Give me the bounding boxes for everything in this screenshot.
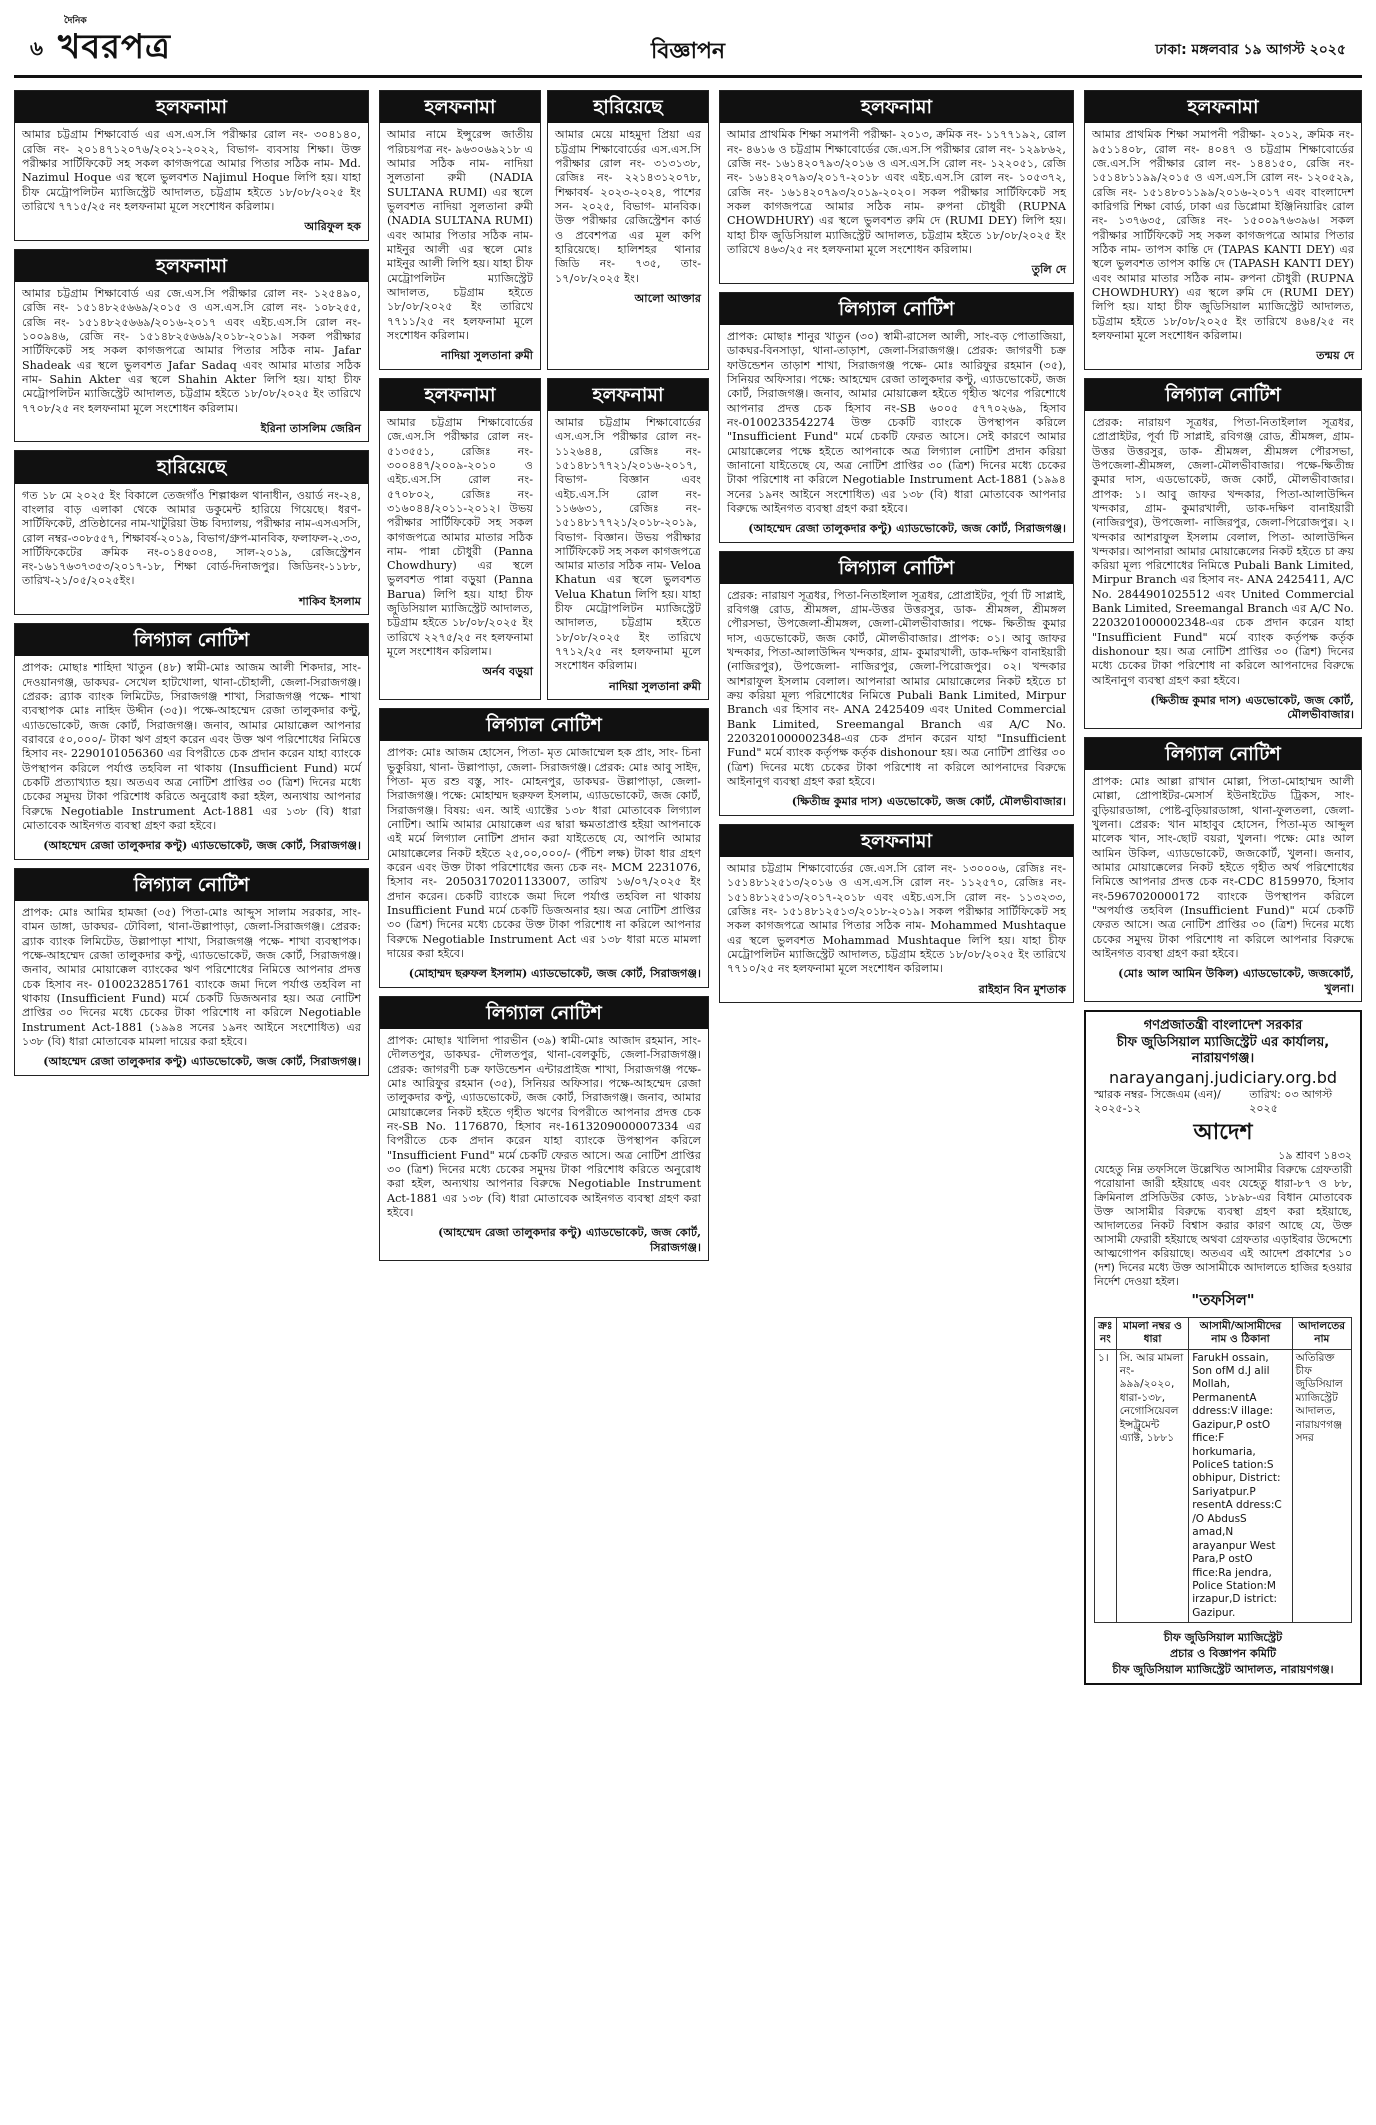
notice-pair xyxy=(379,90,709,370)
th-accused: আসামী/আসামীদের নাম ও ঠিকানা xyxy=(1189,1317,1292,1349)
logo-text: খবরপত্র xyxy=(58,27,172,67)
td-accused: FarukH ossain, Son ofM d.J alil Mollah, PermanentA ddress:V illage: Gazipur,P ostO ffice:F horkumaria, PoliceS tation:S obhipur, District: Sariyatpur.P resentA ddress:C /O AbdusS amad,N arayanpur West Para,P ostO ffice:Ra jendra, Police Station:M irzapur,D istrict: Gazipur. xyxy=(1189,1349,1292,1623)
notice-body: আমার নামে ইন্সুরেন্স জাতীয় পরিচয়পত্র নং- ৯৬৩০৬৯২১৮ এ আমার সঠিক নাম- নাদিয়া সুলতানা রুমী (NADIA SULTANA RUMI) এর স্থলে ভুলবশত নাদিয়া সুলতানা রুমী (NADIA SULTANA RUMI) এবং আমার পিতার সঠিক নাম- মাইনুর আলী এর স্থলে মোঃ মাইনুর আলী লিপি হয়। যাহা চীফ মেট্রোপলিটন ম্যাজিস্ট্রেট আদালত, চট্টগ্রাম হইতে ১৮/০৮/২০২৫ ইং তারিখে ৭৭১১/২৫ নং হলফনামা মূলে সংশোধন করিলাম। xyxy=(387,128,533,342)
notice-ad xyxy=(14,90,369,241)
notice-title: হলফনামা xyxy=(15,91,368,123)
notice-ad xyxy=(379,996,709,1261)
court-order-title: আদেশ xyxy=(1193,1119,1253,1145)
logo-tagline: দৈনিক xyxy=(64,16,87,26)
notice-title: হারিয়েছে xyxy=(15,451,368,483)
notice-signature: (আহম্মেদ রেজা তালুকদার কণ্টু) এ্যাডভোকেট, জজ কোর্ট, সিরাজগঞ্জ। xyxy=(438,1225,701,1254)
notice-ad xyxy=(379,708,709,988)
notice-title: লিগ্যাল নোটিশ xyxy=(380,709,708,741)
notice-body: আমার চট্টগ্রাম শিক্ষাবোর্ড এর জে.এস.সি পরীক্ষার রোল নং- ১২৫৪৯০, রেজি নং- ১৫১৪৮২৫৬৬৯/২০১৫ ও এস.এস.সি রোল নং- ১০৮২৫৫, রেজি নং- ১৫১৪৮২৫৬৬৯/২০১৬-২০১৭ এবং এইচ.এস.সি রোল নং- ১০০৯৪৬, রেজি নং- ১৫১৪৮২৫৬৬৯/২০১৮-২০১৯। সকল পরীক্ষার সার্টিফিকেট সহ সকল কাগজপত্রে আমার পিতার সঠিক নাম- Jafar Shadeak এর স্থলে ভুলবশত Jafar Sadaq এবং আমার মাতার সঠিক নাম- Sahin Akter এর স্থলে Shahin Akter লিপি হয়। যাহা চীফ মেট্রোপলিটন ম্যাজিস্ট্রেট আদালত, চট্টগ্রাম হইতে ১৮/০৮/২০২৫ ইং তারিখে ৭৭০৮/২৫ নং হলফনামা মূলে সংশোধন করিলাম। xyxy=(22,286,361,415)
notice-signature: অর্নব বড়ুয়া xyxy=(482,664,533,679)
notice-body: আমার প্রাথমিক শিক্ষা সমাপনী পরীক্ষা- ২০১৩, ক্রমিক নং- ১১৭৭১৯২, রোল নং- ৪৬১৬ ও চট্টগ্রাম শিক্ষাবোর্ডের জে.এস.সি পরীক্ষার রোল নং- ১২৯৮৬২, রেজি নং- ১৬১৪২০৭৯৩/২০১৬ ও এস.এস.সি রোল নং- ১২২০৫১, রেজি নং- ১৬১৪২০৭৯৩/২০১৭-২০১৮ এবং এইচ.এস.সি রোল নং- ১০৫৩৭২, রেজি নং- ১৬১৪২০৭৯৩/২০১৯-২০২০। সকল পরীক্ষার সার্টিফিকেট সহ সকল কাগজপত্রে আমার সঠিক নাম- রুপনা চৌধুরী (RUPNA CHOWDHURY) এর স্থলে ভুলবশত রুমি দে (RUMI DEY) লিপি হয়। যাহা চীফ জুডিসিয়াল ম্যাজিস্ট্রেট আদালত, চট্টগ্রাম হইতে ১৮/০৮/২০২৫ ইং তারিখে ৪৬৩/২৫ নং হলফনামা মূলে সংশোধন করিলাম। xyxy=(727,128,1066,256)
notice-ad xyxy=(547,90,709,370)
notice-body: প্রেরক: নারায়ণ সূত্রধর, পিতা-নিতাইলাল সূত্রধর, প্রোপ্রাইটর, পূর্বা টি সাপ্লাই, রবিগঞ্জ রোড, শ্রীমঙ্গল, গ্রাম-উত্তর উত্তরসুর, ডাক- শ্রীমঙ্গল, শ্রীমঙ্গল পৌরসভা, উপজেলা-শ্রীমঙ্গল, জেলা-মৌলভীবাজার। পক্ষে- ক্ষিতীন্দ্র কুমার দাস, এডভোকেট, জজ কোর্ট, মৌলভীবাজার। প্রাপক: ০১। আবু জাফর খন্দকার, পিতা-আলাউদ্দিন খন্দকার, গ্রাম- কুমারখালী, ডাক-দক্ষিণ বানাইয়ারী (নাজিরপুর), উপজেলা- নাজিরপুর, জেলা-পিরোজপুর। ০২। খন্দকার আশরাফুল ইসলাম বেলাল। আপনারা আমার মোয়াক্কেলের নিকট হইতে চা ক্রয় করিয়া মূল্য পরিশোধের নিমিত্তে Pubali Bank Limited, Mirpur Branch এর হিসাব নং- ANA 2425409 এবং United Commercial Bank Limited, Sreemangal Branch এর A/C No. 2203201000002348-এর চেক প্রদান করেন যাহা "Insufficient Fund" মর্মে ব্যাংক কর্তৃপক্ষ কর্তৃক dishonour হয়। অত্র নোটিশ প্রাপ্তির ৩০ (ত্রিশ) দিনের মধ্যে চেকের টাকা পরিশোধ না করিলে আপনাদের বিরুদ্ধে আইনানুগ ব্যবস্থা গ্রহণ করা হইবে। xyxy=(727,588,1066,789)
notice-title: লিগ্যাল নোটিশ xyxy=(720,552,1073,584)
court-footer-2: প্রচার ও বিজ্ঞাপন কমিটি xyxy=(1169,1647,1277,1661)
notice-title: হলফনামা xyxy=(15,250,368,282)
court-date: তারিখ: ০৩ আগস্ট ২০২৫ xyxy=(1249,1088,1333,1116)
court-table-row xyxy=(1095,1349,1352,1623)
court-footer-1: চীফ জুডিসিয়াল ম্যাজিস্ট্রেট xyxy=(1163,1631,1283,1645)
td-case: সি. আর মামলা নং- ৯৯৯/২০২০, ধারা-১৩৮, নেগোসিয়েবল ইন্সট্রুমেন্ট এ্যাক্ট, ১৮৮১ xyxy=(1116,1349,1189,1623)
court-footer-3: চীফ জুডিসিয়াল ম্যাজিস্ট্রেট আদালত, নারায়ণগঞ্জ। xyxy=(1112,1663,1334,1677)
notice-body: প্রাপক: মোছাঃ খালিদা পারভীন (৩৯) স্বামী-মোঃ আজাদ রহমান, সাং-দৌলতপুর, ডাকঘর- দৌলতপুর, থানা-বেলকুচি, জেলা-সিরাজগঞ্জ। প্রেরক: জাগরণী চক্র ফাউন্ডেশন এন্টারপ্রাইজ শাখা, সিরাজগঞ্জ পক্ষে- মোঃ আরিফুর রহমান (৩৫), সিনিয়র অফিসার। পক্ষে-আহম্মেদ রেজা তালুকদার কণ্টু, এ্যাডভোকেট, জজ কোর্ট, সিরাজগঞ্জ। জনাব, আমার মোয়াক্কেলের নিকট হইতে গৃহীত ঋণের বিপরীতে আপনার প্রদত্ত চেক নং-SB No. 1176870, হিসাব নং-1613209000007334 এর বিপরীতে চেক প্রদান করেন যাহা ব্যাংকে উপস্থাপন করিলে "Insufficient Fund" মর্মে চেকটি ফেরত আসে। অত্র নোটিশ প্রাপ্তির ৩০ (ত্রিশ) দিনের মধ্যে চেকের সমুদয় টাকা পরিশোধ করিতে অনুরোধ করা হইল, অন্যথায় আপনার বিরুদ্ধে Negotiable Instrument Act-1881 এর ১৩৮ (বি) ধারা মোতাবেক আইনগত ব্যবস্থা গ্রহণ করা হইবে। xyxy=(387,1033,701,1219)
notice-ad xyxy=(1084,378,1362,729)
notice-signature: নাদিয়া সুলতানা রুমী xyxy=(441,348,533,363)
court-table-header xyxy=(1095,1317,1352,1349)
notice-signature: শাকিব ইসলাম xyxy=(298,593,361,608)
notice-signature: (মোহাম্মদ ছরুফল ইসলাম) এ্যাডভোকেট, জজ কোর্ট, সিরাজগঞ্জ। xyxy=(408,966,701,981)
notice-ad xyxy=(379,90,541,370)
notice-ad xyxy=(379,378,541,701)
notice-ad xyxy=(547,378,709,701)
notice-body: প্রেরক: নারায়ণ সূত্রধর, পিতা-নিতাইলাল সূত্রধর, প্রোপ্রাইটর, পূর্বা টি সাপ্লাই, রবিগঞ্জ রোড, শ্রীমঙ্গল, গ্রাম-উত্তর উত্তরসুর, ডাক- শ্রীমঙ্গল, শ্রীমঙ্গল পৌরসভা, উপজেলা-শ্রীমঙ্গল, জেলা-মৌলভীবাজার। পক্ষে-ক্ষিতীন্দ্র কুমার দাস, এডভোকেট, জজ কোর্ট, মৌলভীবাজার। প্রাপক: ১। আবু জাফর খন্দকার, পিতা-আলাউদ্দিন খন্দকার, গ্রাম- কুমারখালী, ডাক-দক্ষিণ বানাইয়ারী (নাজিরপুর), উপজেলা- নাজিরপুর, জেলা-পিরোজপুর। ২। খন্দকার আশরাফুল ইসলাম বেলাল, পিতা- আলাউদ্দিন খন্দকার। আপনারা আমার মোয়াক্কেলের নিকট হইতে চা ক্রয় করিয়া মূল্য পরিশোধের নিমিত্তে Pubali Bank Limited, Mirpur Branch এর হিসাব নং- ANA 2425411, A/C No. 2844901025512 এবং United Commercial Bank Limited, Sreemangal Branch এর A/C No. 2203201000002348-এর চেক প্রদান করেন যাহা "Insufficient Fund" মর্মে ব্যাংক কর্তৃপক্ষ কর্তৃক dishonour হয়। অত্র নোটিশ প্রাপ্তির ৩০ (ত্রিশ) দিনের মধ্যে চেকের টাকা পরিশোধ না করিলে আপনাদের বিরুদ্ধে আইনানুগ ব্যবস্থা গ্রহণ করা হইবে। xyxy=(1092,415,1354,687)
notice-ad xyxy=(14,450,369,615)
notice-title: লিগ্যাল নোটিশ xyxy=(1085,738,1361,770)
notice-signature: তুলি দে xyxy=(1031,262,1066,277)
notice-title: লিগ্যাল নোটিশ xyxy=(15,869,368,901)
notice-title: লিগ্যাল নোটিশ xyxy=(720,293,1073,325)
notice-signature: (আহম্মেদ রেজা তালুকদার কণ্টু) এ্যাডভোকেট, জজ কোর্ট, সিরাজগঞ্জ। xyxy=(43,838,361,853)
notice-title: হলফনামা xyxy=(548,379,708,411)
ad-columns xyxy=(14,90,1362,1685)
notice-title: হলফনামা xyxy=(380,379,540,411)
notice-title: হলফনামা xyxy=(380,91,540,123)
court-memo: স্মারক নম্বর- সিজেএম (এন)/২০২৫-১২ xyxy=(1094,1088,1221,1116)
notice-ad xyxy=(14,868,369,1076)
notice-ad xyxy=(14,623,369,860)
notice-signature: ইরিনা তাসলিম জেরিন xyxy=(260,420,361,435)
column-3 xyxy=(719,90,1074,1685)
notice-body: আমার প্রাথমিক শিক্ষা সমাপনী পরীক্ষা- ২০১২, ক্রমিক নং- ৯৫১১৪০৮, রোল নং- ৪০৪৭ ও চট্টগ্রাম শিক্ষাবোর্ডের জে.এস.সি পরীক্ষার রোল নং- ১৪৪১৫০, রেজি নং- ১৫১৪৮১১৯৯/২০১৫ ও এস.এস.সি রোল নং- ১২০৫২৯, রেজি নং- ১৫১৪৮০১১৯৯/২০১৬-২০১৭ এবং বাংলাদেশ কারিগরি শিক্ষা বোর্ড, ঢাকা এর ডিপ্লোমা ইঞ্জিনিয়ারিং রোল নং- ১৩৭৬৩৫, রেজিঃ নং- ১৫০০৯৭৬৩৯৬। সকল পরীক্ষার সার্টিফিকেট সহ সকল কাগজপত্রে আমার পিতার সঠিক নাম- তাপস কান্তি দে (TAPAS KANTI DEY) এর স্থলে ভুলবশত তাপস কান্তি দে (TAPASH KANTI DEY) এবং আমার মাতার সঠিক নাম- রুপনা চৌধুরী (RUPNA CHOWDHURY) এর স্থলে রুমি দে (RUMI DEY) লিপি হয়। যাহা চীফ জুডিসিয়াল ম্যাজিস্ট্রেট আদালত, চট্টগ্রাম হইতে ১৮/০৮/২০২৫ ইং তারিখে ৪৬৪/২৫ নং হলফনামা মূলে সংশোধন করিলাম। xyxy=(1092,128,1354,342)
notice-pair xyxy=(379,378,709,701)
notice-title: হলফনামা xyxy=(720,825,1073,857)
court-date-bn: ১৯ শ্রাবণ ১৪৩২ xyxy=(1278,1148,1352,1162)
page-number: ৬ xyxy=(30,36,44,60)
notice-signature: (ক্ষিতীন্দ্র কুমার দাস) এডভোকেট, জজ কোর্ট, মৌলভীবাজার। xyxy=(1150,693,1354,722)
notice-title: হলফনামা xyxy=(1085,91,1361,123)
notice-body: প্রাপক: মোছাঃ শানুর খাতুন (৩০) স্বামী-রাসেল আলী, সাং-বড় পোতাজিয়া, ডাকঘর-বিনসাড়া, থানা-তাড়াশ, জেলা-সিরাজগঞ্জ। প্রেরক: জাগরণী চক্র ফাউন্ডেশন তাড়াশ শাখা, সিরাজগঞ্জ পক্ষে- মোঃ আরিফুর রহমান (৩৫), সিনিয়র অফিসার। পক্ষে: আহম্মেদ রেজা তালুকদার কণ্টু, এ্যাডভোকেট, জজ কোর্ট, সিরাজগঞ্জ। জনাব, আমার মোয়াক্কেল হইতে গৃহীত ঋণের পরিশোধে আপনার প্রদত্ত চেক হিসাব নং-SB ৬০০৫ ৫৭৭০২৬৯, হিসাব নং-0100233542274 উক্ত চেকটি ব্যাংকে উপস্থাপন করিলে "Insufficient Fund" মর্মে চেকটি ফেরত আসে। সেই কারণে আমার মোয়াক্কেলের পক্ষে হইতে আপনাকে অত্র লিগ্যাল নোটিশ প্রদান করিয়া জানানো যাইতেছে যে, অত্র নোটিশ প্রাপ্তির ৩০ (ত্রিশ) দিনের মধ্যে চেকের টাকা পরিশোধ না করিলে Negotiable Instrument Act-1881 (১৯৯৪ সনের ১৯নং আইনে সংশোধিত) এর ১৩৮ (বি) ধারা মোতাবেক আপনার বিরুদ্ধে আইনগত ব্যবস্থা গ্রহণ করা হইবে। xyxy=(727,329,1066,515)
notice-ad xyxy=(1084,737,1362,1002)
notice-signature: আরিফুল হক xyxy=(304,219,361,234)
notice-signature: (আহম্মেদ রেজা তালুকদার কণ্টু) এ্যাডভোকেট, জজ কোর্ট, সিরাজগঞ্জ। xyxy=(43,1054,361,1069)
issue-date: ঢাকা: মঙ্গলবার ১৯ আগস্ট ২০২৫ xyxy=(1155,42,1346,58)
notice-body: গত ১৮ মে ২০২৫ ইং বিকালে তেজগাঁও শিল্পাঞ্চল থানাধীন, ওয়ার্ড নং-২৪, বাংলার বাড় এলাকা থেকে আমার ডকুমেন্ট হারিয়ে গিয়েছে। ধরণ-সার্টিফিকেট, প্রতিষ্ঠানের নাম-খাটুরিয়া উচ্চ বিদ্যালয়, পরীক্ষার নাম-এসএসসি, রোল নম্বর-৩০৮৫৫৭, শিক্ষাবর্ষ-২০১৯, বিভাগ/গ্রুপ-মানবিক, ফলাফল-২.৩৩, সার্টিফিকেটের ক্রমিক নং-০১৪৫০৩৪, সাল-২০১৯, রেজিস্ট্রেশন নং-১৬১৭৬৩৭৩৫৩/২০১৭-১৮, শিক্ষা বোর্ড-দিনাজপুর। জিডিনং-১১৮৮, তারিখ-২১/০৫/২০২৫ইং। xyxy=(22,488,361,588)
masthead xyxy=(14,0,1362,78)
notice-title: হলফনামা xyxy=(720,91,1073,123)
td-serial: ১। xyxy=(1095,1349,1117,1623)
notice-signature: (মোঃ আল আমিন উকিল) এ্যাডভোকেট, জজকোর্ট, খুলনা। xyxy=(1118,966,1354,995)
notice-title: লিগ্যাল নোটিশ xyxy=(1085,379,1361,411)
notice-body: প্রাপক: মোঃ আমির হামজা (৩৫) পিতা-মোঃ আব্দুস সালাম সরকার, সাং-বামন ডাঙ্গা, ডাকঘর- ঢৌবিলা, থানা-উল্লাপাড়া, জেলা-সিরাজগঞ্জ। প্রেরক: ব্র্যাক ব্যাংক লিমিটেড, উল্লাপাড়া শাখা, সিরাজগঞ্জ পক্ষে- শাখা ব্যবস্থাপক। পক্ষে-আহম্মেদ রেজা তালুকদার কণ্টু, এ্যাডভোকেট, জজ কোর্ট, সিরাজগঞ্জ। জনাব, আমার মোয়াক্কেল ব্যাংকের ঋণ পরিশোধের নিমিত্তে আপনার প্রদত্ত চেক হিসাব নং- 0100232851761 ব্যাংকে জমা দিলে পর্যাপ্ত তহবিল না থাকায় (Insufficient Fund) মর্মে চেকটি ডিজঅনার হয়। অত্র নোটিশ প্রাপ্তির ৩০ দিনের মধ্যে চেকের টাকা পরিশোধ না করিলে Negotiable Instrument Act-1881 (১৯৯৪ সনের ১৯নং আইনে সংশোধিত) এর ১৩৮ (বি) ধারা মোতাবেক মামলা দায়ের করা হইবে। xyxy=(22,906,361,1048)
column-1 xyxy=(14,90,369,1685)
notice-title: লিগ্যাল নোটিশ xyxy=(380,997,708,1029)
notice-ad xyxy=(1084,90,1362,370)
court-tafsil: "তফসিল" xyxy=(1191,1291,1255,1310)
notice-body: আমার চট্টগ্রাম শিক্ষাবোর্ডের জে.এস.সি পরীক্ষার রোল নং- ৫১৩৫৫১, রেজিঃ নং- ৩০০৪৪৭/২০০৯-২০১০ ও এইচ.এস.সি রোল নং- ৫৭০৮০২, রেজিঃ নং- ৩১৬০৪৪/২০১১-২০১২। উভয় পরীক্ষার সার্টিফিকেট সহ সকল কাগজপত্রে আমার মাতার সঠিক নাম- পান্না চৌধুরী (Panna Chowdhury) এর স্থলে ভুলবশত পান্না বড়ুয়া (Panna Barua) লিপি হয়। যাহা চীফ জুডিসিয়াল ম্যাজিস্ট্রেট আদালত, চট্টগ্রাম হইতে ১৮/০৮/২০২৫ ইং তারিখে ২২৭৫/২৫ নং হলফনামা মূলে সংশোধন করিলাম। xyxy=(387,415,533,659)
notice-body: আমার চট্টগ্রাম শিক্ষাবোর্ডের জে.এস.সি রোল নং- ১৩০০০৬, রেজিঃ নং- ১৫১৪৮১২৫১৩/২০১৬ ও এস.এস.সি রোল নং- ১১২৫৭০, রেজিঃ নং- ১৫১৪৮১২৫১৩/২০১৭-২০১৮ এবং এইচ.এস.সি রোল নং- ১১৩২৩৩, রেজিঃ নং- ১৫১৪৮১২৫১৩/২০১৮-২০১৯। সকল পরীক্ষার সার্টিফিকেট সহ সকল কাগজপত্রে আমার পিতার সঠিক নাম- Mohammed Mushtaque এর স্থলে ভুলবশত Mohammad Mushtaque লিপি হয়। যাহা চীফ মেট্রোপলিটন ম্যাজিস্ট্রেট আদালত, চট্টগ্রাম হইতে ১৮/০৮/২০২৫ ইং তারিখে ৭৭১০/২৫ নং হলফনামা মূলে সংশোধন করিলাম। xyxy=(727,862,1066,976)
notice-body: প্রাপক: মোঃ আল্লা রাখান মোল্লা, পিতা-মোহাম্মদ আলী মোল্লা, প্রোপাইটর-মেসার্স ইউনাইটেড ট্রিকস, সাং-বুড়িয়ারডাঙ্গা, পোষ্ট-বুড়িয়ারডাঙ্গা, থানা-ফুলতলা, জেলা-খুলনা। প্রেরক: খান মাহাবুব হোসেন, পিতা-মৃত আব্দুল মালেক খান, সাং-ছোট বয়রা, খুলনা। পক্ষে: মোঃ আল আমিন উকিল, এ্যাডভোকেট, জজকোর্ট, খুলনা। জনাব, আমার মোয়াক্কেলের নিকট হইতে গৃহীত অর্থ পরিশোধের নিমিত্তে আপনার প্রদত্ত চেক নং-CDC 8159970, হিসাব নং-5967020000172 ব্যাংকে উপস্থাপন করিলে "অপর্যাপ্ত তহবিল (Insufficient Fund)" মর্মে চেকটি ফেরত আসে। অত্র নোটিশ প্রাপ্তির ৩০ (ত্রিশ) দিনের মধ্যে চেকের সমুদয় টাকা পরিশোধ না করিলে আপনার বিরুদ্ধে আইনগত ব্যবস্থা গ্রহণ করা হইবে। xyxy=(1092,775,1354,961)
th-case: মামলা নম্বর ও ধারা xyxy=(1116,1317,1189,1349)
court-url: narayanganj.judiciary.org.bd xyxy=(1108,1067,1338,1087)
notice-signature: নাদিয়া সুলতানা রুমী xyxy=(609,678,701,693)
section-title: বিজ্ঞাপন xyxy=(650,39,726,64)
notice-ad xyxy=(14,249,369,443)
column-4 xyxy=(1084,90,1362,1685)
court-gov: গণপ্রজাতন্ত্রী বাংলাদেশ সরকার xyxy=(1143,1018,1303,1033)
court-office: চীফ জুডিসিয়াল ম্যাজিস্ট্রেট এর কার্যালয়, নারায়ণগঞ্জ। xyxy=(1116,1034,1330,1067)
notice-body: আমার চট্টগ্রাম শিক্ষাবোর্ডের এস.এস.সি পরীক্ষার রোল নং- ১১২৬৪৪, রেজিঃ নং- ১৫১৪৮১৭৭২১/২০১৬-২০১৭, বিভাগ- বিজ্ঞান এবং এইচ.এস.সি রোল নং- ১১৬৬৩১, রেজিঃ নং- ১৫১৪৮১৭৭২১/২০১৮-২০১৯, বিভাগ- বিজ্ঞান। উভয় পরীক্ষার সার্টিফিকেট সহ সকল কাগজপত্রে আমার মাতার সঠিক নাম- Veloa Khatun এর স্থলে ভুলবশত Velua Khatun লিপি হয়। যাহা চীফ মেট্রোপলিটন ম্যাজিস্ট্রেট আদালত, চট্টগ্রাম হইতে ১৮/০৮/২০২৫ ইং তারিখে ৭৭১২/২৫ নং হলফনামা মূলে সংশোধন করিলাম। xyxy=(555,415,701,673)
notice-body: আমার মেয়ে মাহমুদা প্রিয়া এর চট্টগ্রাম শিক্ষাবোর্ডের এস.এস.সি পরীক্ষার রোল নং- ৩১৩১৩৮, রেজিঃ নং- ২২১৪৩১২০৭৮, শিক্ষাবর্ষ- ২০২৩-২০২৪, পাশের সন- ২০২৫, বিভাগ- মানবিক। উক্ত পরীক্ষার রেজিস্ট্রেশন কার্ড ও প্রবেশপত্র এর মূল কপি হারিয়েছে। হালিশহর থানার জিডি নং- ৭৩৫, তাং- ১৭/০৮/২০২৫ ইং। xyxy=(555,128,701,285)
notice-ad xyxy=(719,824,1074,1003)
td-court: অতিরিক্ত চীফ জুডিসিয়াল ম্যাজিস্ট্রেট আদালত, নারায়ণগঞ্জ সদর xyxy=(1292,1349,1351,1623)
notice-signature: আলো আক্তার xyxy=(634,290,701,305)
notice-signature: (আহম্মেদ রেজা তালুকদার কণ্টু) এ্যাডভোকেট, জজ কোর্ট, সিরাজগঞ্জ। xyxy=(748,521,1066,536)
notice-body: প্রাপক: মোছাঃ শাহিদা খাতুন (৪৮) স্বামী-মোঃ আজম আলী শিকদার, সাং-দেওয়ানগঞ্জ, ডাকঘর- সেখেল হাটখোলা, থানা-চৌহালী, জেলা-সিরাজগঞ্জ। প্রেরক: ব্র্যাক ব্যাংক লিমিটেড, সিরাজগঞ্জ শাখা, সিরাজগঞ্জ পক্ষে- শাখা ব্যবস্থাপক মোঃ নাহিদ উদ্দীন (৩৫)। পক্ষে-আহম্মেদ রেজা তালুকদার কণ্টু, এ্যাডভোকেট, জজ কোর্ট, সিরাজগঞ্জ। জনাব, আমার মোয়াক্কেল আপনার বরাবরে ৫০,০০০/- টাকা ঋণ গ্রহণ করেন এবং উক্ত ঋণ পরিশোধের নিমিত্তে হিসাব নং- 2290101056360 এর বিপরীতে চেক প্রদান করেন যাহা ব্যাংকে উপস্থাপন করিলে পর্যাপ্ত তহবিল না থাকায় (Insufficient Fund) মর্মে চেকটি প্রত্যাখ্যাত হয়। অতএব অত্র নোটিশ প্রাপ্তির ৩০ (ত্রিশ) দিনের মধ্যে চেকের সমুদয় টাকা পরিশোধ করিতে অনুরোধ করা হইল, অন্যথায় আপনার বিরুদ্ধে Negotiable Instrument Act-1881 এর ১৩৮ (বি) ধারা মোতাবেক আইনগত ব্যবস্থা গ্রহণ করা হইবে। xyxy=(22,661,361,833)
notice-body: আমার চট্টগ্রাম শিক্ষাবোর্ড এর এস.এস.সি পরীক্ষার রোল নং- ৩০৪১৪০, রেজি নং- ২০১৪৭১২০৭৬/২০২১-২০২২, বিভাগ- ব্যবসায় শিক্ষা। উক্ত পরীক্ষার সার্টিফিকেট সহ সকল কাগজপত্রে আমার পিতার সঠিক নাম- Md. Nazimul Hoque এর স্থলে ভুলবশত Najimul Hoque লিপি হয়। যাহা চীফ মেট্রোপলিটন ম্যাজিস্ট্রেট আদালত, চট্টগ্রাম হইতে ১৮/০৮/২০২৫ ইং তারিখে ৭৭১৫/২৫ নং হলফনামা মূলে সংশোধন করিলাম। xyxy=(22,128,361,213)
column-4-ads xyxy=(1084,90,1362,1002)
column-2 xyxy=(379,90,709,1685)
notice-ad xyxy=(719,292,1074,543)
notice-ad xyxy=(719,551,1074,816)
court-notice xyxy=(1084,1010,1362,1685)
notice-signature: তন্ময় দে xyxy=(1316,348,1354,363)
th-serial: ক্রঃ নং xyxy=(1095,1317,1117,1349)
court-memo-row xyxy=(1094,1088,1352,1116)
court-text: যেহেতু নিম্ন তফসিলে উল্লেখিত আসামীর বিরুদ্ধে গ্রেফতারী পরোয়ানা জারী হইয়াছে এবং যেহেতু ধারা-৮৭ ও ৮৮, ক্রিমিনাল প্রসিডিউর কোড, ১৮৯৮-এর বিধান মোতাবেক উক্ত আসামীর বিরুদ্ধে ব্যবস্থা গ্রহণ করা হইয়াছে, আদালতের নিকট বিশ্বাস করার কারণ আছে যে, উক্ত আসামী ফেরারী হইয়াছে অথবা গ্রেফতার এড়াইবার উদ্দেশ্যে আত্মগোপন করিয়াছে। অতএব এই আদেশ প্রকাশের ১০ (দশ) দিনের মধ্যে উক্ত আসামীকে আদালতে হাজির হওয়ার নির্দেশ দেওয়া হইল। xyxy=(1094,1162,1352,1289)
court-table xyxy=(1094,1317,1352,1624)
notice-body: প্রাপক: মোঃ আজম হোসেন, পিতা- মৃত মোজাম্মেল হক প্রাং, সাং- চিনা ভুকুরিয়া, থানা- উল্লাপাড়া, জেলা- সিরাজগঞ্জ। প্রেরক: মোঃ আবু সাইদ, পিতা- মৃত রশু বস্তু, সাং- মোহনপুর, ডাকঘর- উল্লাপাড়া, জেলা- সিরাজগঞ্জ। পক্ষে: মোহাম্মদ ছরুফল ইসলাম, এ্যাডভোকেট, জজ কোর্ট, সিরাজগঞ্জ। বিষয়: এন. আই এ্যাক্টের ১৩৮ ধারা মোতাবেক লিগ্যাল নোটিশ। আমি আমার মোয়াক্কেল এর দ্বারা ক্ষমতাপ্রাপ্ত হইয়া আপনাকে এই মর্মে লিগ্যাল নোটিশ প্রদান করা যাইতেছে যে, আপনি আমার মোয়াক্কেলের নিকট হইতে ২৫,০০,০০০/- (পঁচিশ লক্ষ) টাকা ধার গ্রহণ করেন এবং উক্ত টাকা পরিশোধের জন্য চেক নং- MCM 2231076, হিসাব নং- 20503170201133007, তারিখ ১৬/০৭/২০২৫ ইং প্রদান করেন। চেকটি ব্যাংকে জমা দিলে পর্যাপ্ত তহবিল না থাকায় Insufficient Fund মর্মে চেকটি ডিজঅনার হয়। অত্র নোটিশ প্রাপ্তির ৩০ (ত্রিশ) দিনের মধ্যে চেকের উক্ত টাকা পরিশোধ না করিলে আপনার বিরুদ্ধে Negotiable Instrument Act এর ১৩৮ ধারা মতে মামলা দায়ের করা হইবে। xyxy=(387,746,701,961)
notice-ad xyxy=(719,90,1074,284)
notice-signature: রাইহান বিন মুশতাক xyxy=(978,981,1066,996)
notice-title: লিগ্যাল নোটিশ xyxy=(15,624,368,656)
notice-signature: (ক্ষিতীন্দ্র কুমার দাস) এডভোকেট, জজ কোর্ট, মৌলভীবাজার। xyxy=(791,794,1066,809)
th-court: আদালতের নাম xyxy=(1292,1317,1351,1349)
notice-title: হারিয়েছে xyxy=(548,91,708,123)
